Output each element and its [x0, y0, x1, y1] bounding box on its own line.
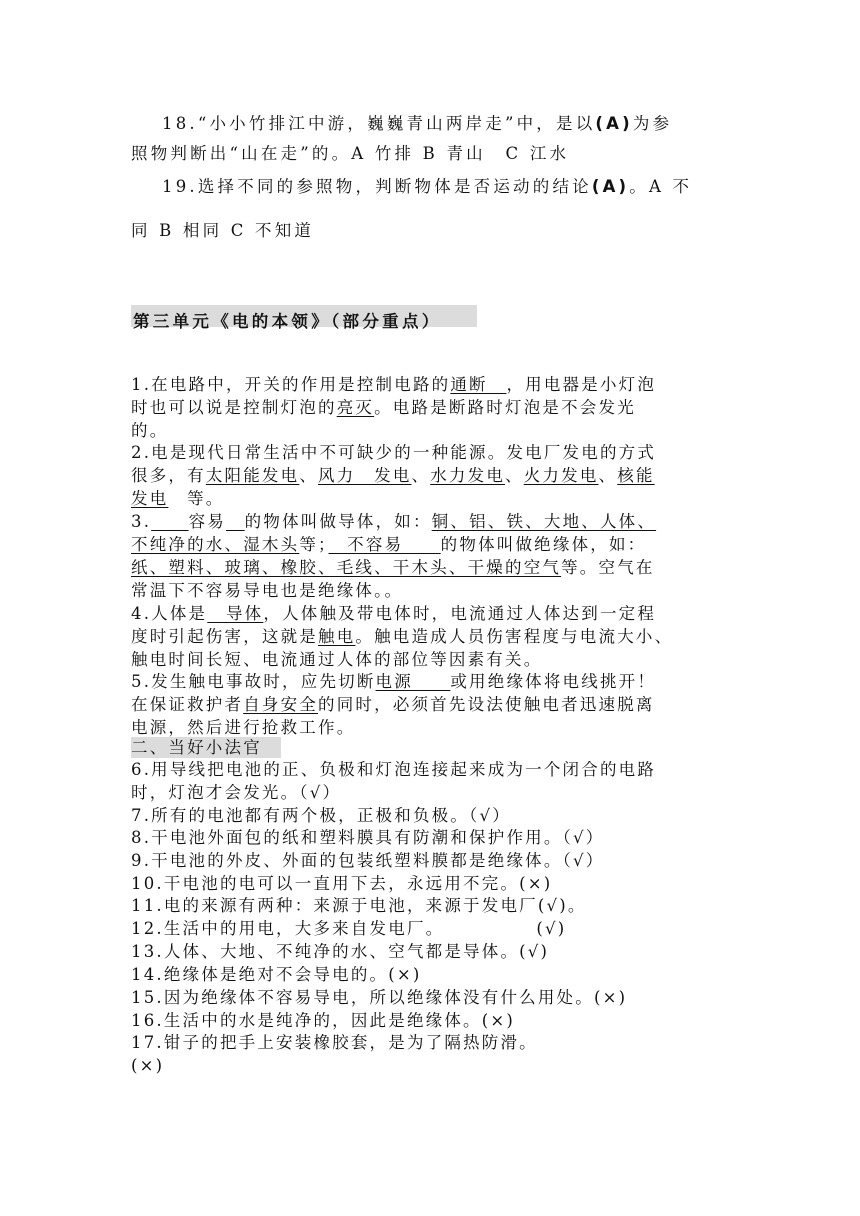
question-18-line-2: 照物判断出“山在走”的。A 竹排 B 青山 C 江水 — [131, 144, 570, 163]
judge-item-11: 11.电的来源有两种：来源于电池，来源于发电厂(√)。 — [131, 896, 587, 915]
fill-line-16: 电源，然后进行抢救工作。 — [131, 718, 356, 737]
underlined-answer: 亮灭 — [336, 398, 375, 417]
text-run: 的物体叫做导体，如： — [244, 512, 432, 531]
fill-line-13: 触电时间长短、电流通过人体的部位等因素有关。 — [131, 650, 543, 669]
blank-line — [226, 512, 245, 531]
judge-item-6-line-2: 时，灯泡才会发光。（√） — [131, 783, 342, 802]
text-run: 12.生活中的用电，大多来自发电厂。 — [131, 919, 445, 938]
text-run: 等。空气在 — [561, 558, 655, 577]
fill-line-5 — [131, 468, 655, 485]
answer-mark: (√) — [536, 919, 567, 938]
judge-item-7: 7.所有的电池都有两个极，正极和负极。（√） — [131, 806, 511, 825]
underlined-answer: 不容易 — [328, 535, 441, 554]
underlined-answer: 水力发电 — [430, 466, 506, 485]
question-text: 。A 不 — [629, 177, 693, 196]
underlined-answer: 不纯净的水、湿木头 — [131, 535, 300, 554]
judge-item-13: 13.人体、大地、不纯净的水、空气都是导体。(√) — [131, 942, 550, 961]
fill-line-8 — [131, 537, 646, 554]
underlined-answer: 风力 发电 — [318, 466, 412, 485]
underlined-answer: 触电 — [318, 627, 356, 646]
judge-item-16: 16.生活中的水是纯净的，因此是绝缘体。(×) — [131, 1011, 516, 1030]
text-run: 或用绝缘体将电线挑开！ — [450, 672, 657, 691]
section-heading: 二、当好小法官 — [131, 738, 262, 757]
fill-line-11 — [131, 606, 656, 623]
judge-item-17-line-2: (×) — [131, 1056, 165, 1075]
text-run: 5.发生触电事故时，应先切断 — [131, 672, 376, 691]
text-run: 4.人体是 — [131, 604, 208, 623]
question-text: 为参 — [632, 114, 673, 133]
question-18-line-1 — [162, 116, 672, 133]
underlined-answer: 太阳能发电 — [205, 466, 300, 485]
text-run: 等； — [299, 535, 329, 554]
judge-item-17-line-1: 17.钳子的把手上安装橡胶套，是为了隔热防滑。 — [131, 1033, 538, 1052]
answer-choice: (A) — [595, 114, 633, 133]
underlined-answer: 自身安全 — [243, 695, 319, 714]
judge-item-6-line-1: 6.用导线把电池的正、负极和灯泡连接起来成为一个闭合的电路 — [131, 760, 657, 779]
judge-item-15: 15.因为绝缘体不容易导电，所以绝缘体没有什么用处。(×) — [131, 988, 628, 1007]
fill-line-15 — [131, 697, 655, 714]
question-text: 19.选择不同的参照物，判断物体是否运动的结论 — [162, 177, 592, 196]
fill-line-6 — [131, 491, 225, 508]
text-run: 时也可以说是控制灯泡的 — [131, 398, 337, 417]
text-run: 度时引起伤害，这就是 — [131, 627, 318, 646]
judge-item-9: 9.干电池的外皮、外面的包装纸塑料膜都是绝缘体。（√） — [131, 851, 605, 870]
answer-choice: (A) — [591, 177, 630, 196]
text-run: 。电路是断路时灯泡是不会发光 — [374, 398, 636, 417]
question-text: 18.“小小竹排江中游，巍巍青山两岸走”中，是以 — [162, 114, 596, 133]
fill-line-10: 常温下不容易导电也是绝缘体。。 — [131, 581, 404, 600]
text-run: 容易 — [188, 512, 226, 531]
underlined-answer: 纸、塑料、玻璃、橡胶、毛线、干木头、干燥的空气 — [131, 558, 562, 577]
text-run: 。触电造成人员伤害程度与电流大小、 — [355, 627, 674, 646]
text-run: 在保证救护者 — [131, 695, 244, 714]
underlined-answer: 发电 — [131, 489, 169, 508]
fill-line-1 — [131, 377, 656, 394]
text-run: 很多，有 — [131, 466, 206, 485]
judge-item-12 — [131, 921, 566, 938]
fill-line-3: 的。 — [131, 421, 169, 440]
text-run: 、 — [505, 466, 524, 485]
text-run: 、 — [411, 466, 431, 485]
fill-line-4: 2.电是现代日常生活中不可缺少的一种能源。发电厂发电的方式 — [131, 443, 657, 462]
fill-line-7 — [131, 514, 656, 531]
blank-line — [151, 512, 188, 531]
underlined-answer: 导体 — [207, 604, 264, 623]
text-run: 、 — [299, 466, 319, 485]
text-run: 3. — [131, 512, 152, 531]
fill-line-2 — [131, 400, 636, 417]
judge-item-10: 10.干电池的电可以一直用下去，永远用不完。(×) — [131, 874, 553, 893]
text-run: 1.在电路中，开关的作用是控制电路的 — [131, 375, 451, 394]
judge-item-14: 14.绝缘体是绝对不会导电的。(×) — [131, 965, 422, 984]
fill-line-12 — [131, 629, 673, 646]
text-run: 等。 — [168, 489, 225, 508]
text-run: 的同时，必须首先设法使触电者迅速脱离 — [318, 695, 655, 714]
fill-line-9 — [131, 560, 655, 577]
underlined-answer: 铜、铝、铁、大地、人体、 — [431, 512, 657, 531]
text-run: ，用电器是小灯泡 — [506, 375, 657, 394]
question-19-line-1 — [162, 179, 692, 196]
unit-title: 第三单元《电的本领》（部分重点） — [133, 312, 442, 331]
text-run: 的物体叫做绝缘体，如： — [440, 535, 647, 554]
text-run: 、 — [598, 466, 618, 485]
underlined-answer: 火力发电 — [523, 466, 599, 485]
underlined-answer: 电源 — [375, 672, 451, 691]
judge-item-8: 8.干电池外面包的纸和塑料膜具有防潮和保护作用。（√） — [131, 828, 605, 847]
underlined-answer: 核能 — [617, 466, 655, 485]
text-run: ，人体触及带电体时，电流通过人体达到一定程 — [263, 604, 657, 623]
question-19-line-2: 同 B 相同 C 不知道 — [131, 221, 315, 240]
fill-line-14 — [131, 674, 656, 691]
underlined-answer: 通断 — [450, 375, 507, 394]
